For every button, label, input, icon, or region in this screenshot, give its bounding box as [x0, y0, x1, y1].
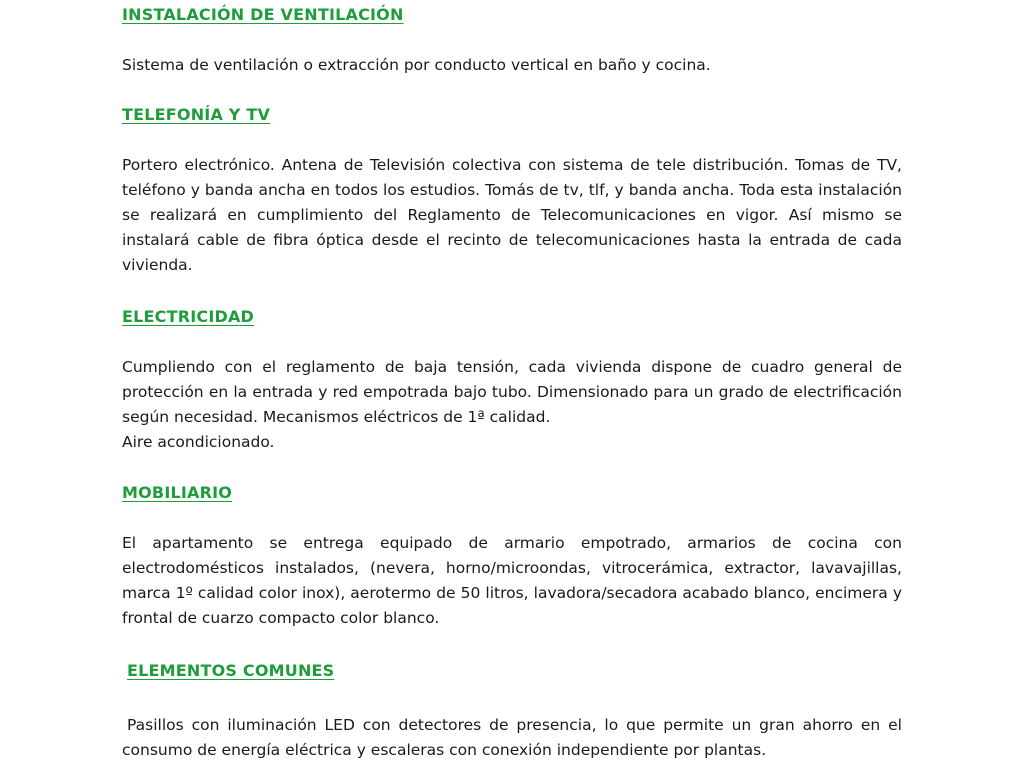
- section-heading-telefonia: TELEFONÍA Y TV: [122, 105, 271, 124]
- section-heading-mobiliario: MOBILIARIO: [122, 483, 233, 502]
- section-paragraph: Cumpliendo con el reglamento de baja tensión, cada vivienda dispone de cuadro general de protección en la entrada y red empotrada bajo tubo. Dimensionado para un grado de electrificación según necesidad. Mecanismos eléctricos de 1ª calidad.: [122, 358, 902, 426]
- section-paragraph: Aire acondicionado.: [122, 433, 275, 451]
- section-heading-ventilacion: INSTALACIÓN DE VENTILACIÓN: [122, 5, 404, 24]
- section-paragraph: Pasillos con iluminación LED con detectores de presencia, lo que permite un gran ahorro en el consumo de energía eléctrica y escaleras con conexión independiente por plantas.: [122, 716, 902, 759]
- section-paragraph: Portero electrónico. Antena de Televisión colectiva con sistema de tele distribución. Tomas de TV, teléfono y banda ancha en todos los estudios. Tomás de tv, tlf, y banda ancha. Toda esta instalación se realizará en cumplimiento del Reglamento de Telecomunicaciones en vigor. Así mismo se instalará cable de fibra óptica desde el recinto de telecomunicaciones hasta la entrada de cada vivienda.: [122, 156, 902, 274]
- section-heading-elementos-comunes: ELEMENTOS COMUNES: [127, 661, 335, 680]
- section-paragraph: El apartamento se entrega equipado de armario empotrado, armarios de cocina con electrodomésticos instalados, (nevera, horno/microondas, vitrocerámica, extractor, lavavajillas, marca 1º calidad color inox), aerotermo de 50 litros, lavadora/secadora acabado blanco, encimera y frontal de cuarzo compacto color blanco.: [122, 534, 902, 627]
- section-paragraph: Sistema de ventilación o extracción por conducto vertical en baño y cocina.: [122, 56, 711, 74]
- section-heading-electricidad: ELECTRICIDAD: [122, 307, 255, 326]
